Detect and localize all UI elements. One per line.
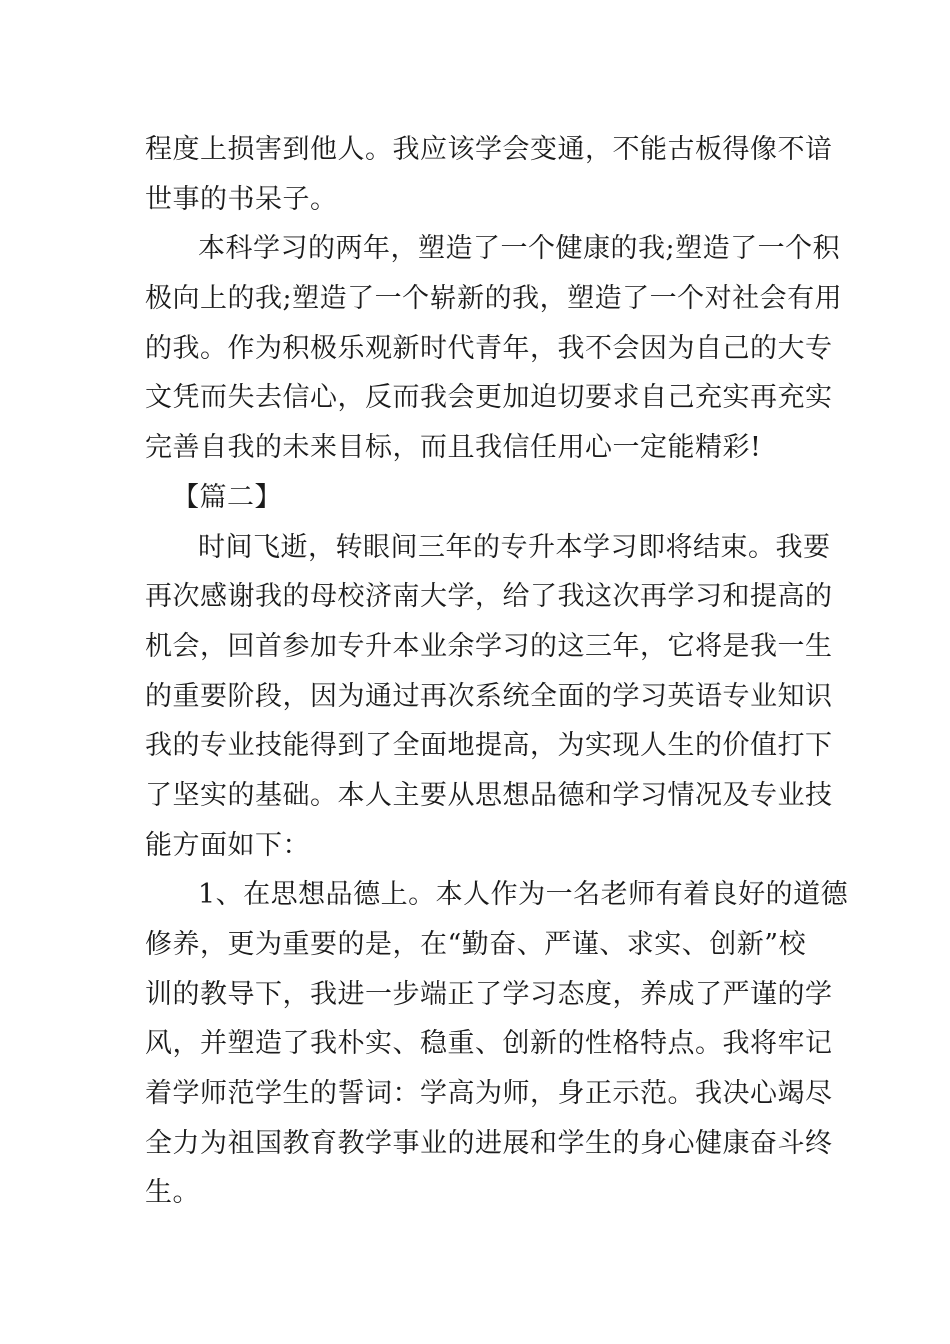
text-line: 的我。作为积极乐观新时代青年，我不会因为自己的大专 [145, 333, 833, 364]
section-heading: 【篇二】 [172, 482, 282, 513]
text-line: 能方面如下： [145, 830, 310, 861]
text-line: 极向上的我;塑造了一个崭新的我，塑造了一个对社会有用 [145, 283, 843, 314]
paragraph-start-line: 时间飞逝，转眼间三年的专升本学习即将结束。我要 [198, 532, 831, 563]
text-line: 文凭而失去信心，反而我会更加迫切要求自己充实再充实 [145, 382, 833, 413]
text-line: 我的专业技能得到了全面地提高，为实现人生的价值打下 [145, 730, 833, 761]
paragraph-start-line: 1、在思想品德上。本人作为一名老师有着良好的道德 [198, 879, 849, 910]
text-line: 修养，更为重要的是，在“勤奋、严谨、求实、创新”校 [145, 929, 807, 960]
text-line: 世事的书呆子。 [145, 184, 338, 215]
text-line: 生。 [145, 1177, 200, 1208]
text-line: 的重要阶段，因为通过再次系统全面的学习英语专业知识 [145, 681, 833, 712]
text-line: 风，并塑造了我朴实、稳重、创新的性格特点。我将牢记 [145, 1028, 833, 1059]
text-line: 着学师范学生的誓词：学高为师，身正示范。我决心竭尽 [145, 1078, 833, 1109]
text-line: 了坚实的基础。本人主要从思想品德和学习情况及专业技 [145, 780, 833, 811]
text-line: 全力为祖国教育教学事业的进展和学生的身心健康奋斗终 [145, 1128, 833, 1159]
text-line: 完善自我的未来目标，而且我信任用心一定能精彩! [145, 432, 762, 463]
paragraph-start-line: 本科学习的两年，塑造了一个健康的我;塑造了一个积 [198, 233, 841, 264]
text-line: 机会，回首参加专升本业余学习的这三年，它将是我一生 [145, 631, 833, 662]
text-line: 再次感谢我的母校济南大学，给了我这次再学习和提高的 [145, 581, 833, 612]
text-line: 训的教导下，我进一步端正了学习态度，养成了严谨的学 [145, 979, 833, 1010]
text-line: 程度上损害到他人。我应该学会变通，不能古板得像不谙 [145, 134, 833, 165]
